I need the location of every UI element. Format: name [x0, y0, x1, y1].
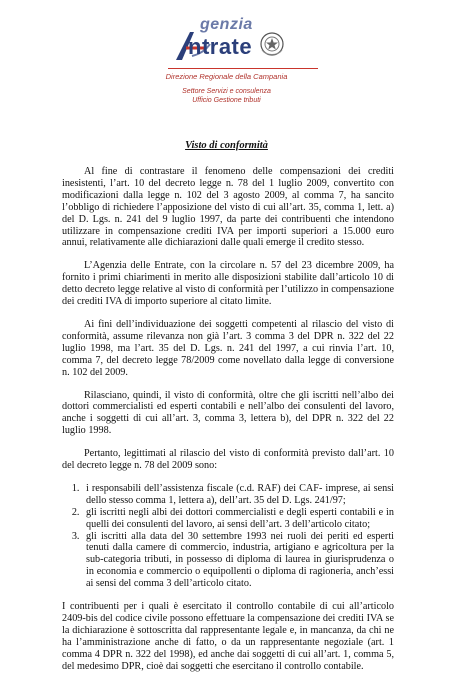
agenzia-entrate-logo	[172, 16, 262, 66]
paragraph-1: Al fine di contrastare il fenomeno delle compensazioni dei crediti inesistenti, l’art. 10 del decreto legge n. 78 del 1 luglio 2009, convertito con modificazioni dalla legge n. 102 del 3 agosto 2009, al comma 7, ha sancito l’obbligo di richiedere l’apposizione del visto di cui all’art. 35, comma 1, lett. a) del D. Lgs. n. 241 del 9 luglio 1997, da parte dei contribuenti che intendono utilizzare in compensazione crediti IVA per importi superiori a 15.000 euro annui, relativamente alle dichiarazioni dalle quali emerge il credito stesso.	[62, 166, 394, 249]
paragraph-3: Ai fini dell’individuazione dei soggetti competenti al rilascio del visto di conformità, assume rilevanza non già l’art. 3 comma 3 del DPR n. 322 del 22 luglio 1998, ma l’art. 35 del D. Lgs. n. 241 del 1997, a cui rinvia l’art. 10, comma 7, del decreto legge 78/2009 come novellato dalla legge di conversione n. 102 del 2009.	[62, 318, 394, 378]
numbered-list	[62, 483, 394, 590]
logo-agenzia-text: genzia	[200, 16, 253, 33]
document-body	[62, 166, 394, 684]
ufficio-label: Ufficio Gestione tributi	[192, 97, 261, 104]
republic-emblem-icon	[258, 30, 286, 58]
settore-label: Settore Servizi e consulenza	[182, 88, 271, 95]
list-item: 3. gli iscritti alla data del 30 settembre 1993 nei ruoli dei periti ed esperti tenuti dalla camere di commercio, industria, artigiano e agricoltura per la sub-categoria tributi, in possesso di diploma di laurea in giurisprudenza o in economia e commercio o equipollenti o diploma di ragioneria, anch’essi ai sensi del comma 3 dell’articolo citato.	[82, 531, 394, 591]
document-title: Visto di conformità	[185, 140, 268, 151]
letterhead	[0, 0, 453, 128]
direzione-regionale: Direzione Regionale della Campania	[165, 72, 288, 81]
logo-entrate-text: ntrate	[188, 34, 253, 59]
header-rule	[168, 68, 318, 69]
list-item: 1. i responsabili dell’assistenza fiscale (c.d. RAF) dei CAF- imprese, ai sensi dello stesso comma 1, lettera a), dell’art. 35 del D. Lgs. 241/97;	[82, 483, 394, 507]
paragraph-4: Rilasciano, quindi, il visto di conformità, oltre che gli iscritti nell’albo dei dottori commercialisti ed esperti contabili e nell’albo dei consulenti del lavoro, anche i soggetti di cui all’art. 3, comma 3, lettera b), del DPR n. 322 del 22 luglio 1998.	[62, 389, 394, 437]
paragraph-2: L’Agenzia delle Entrate, con la circolare n. 57 del 23 dicembre 2009, ha fornito i primi chiarimenti in merito alle disposizioni stabilite dall’articolo 10 di detto decreto legge relative al visto di conformità per l’utilizzo in compensazione dei crediti IVA di importo superiore al citato limite.	[62, 260, 394, 308]
list-item: 2. gli iscritti negli albi dei dottori commercialisti e degli esperti contabili e in quelli dei consulenti del lavoro, ai sensi dell’art. 3 dell’articolo citato;	[82, 507, 394, 531]
paragraph-5: Pertanto, legittimati al rilascio del visto di conformità previsto dall’art. 10 del decreto legge n. 78 del 2009 sono:	[62, 448, 394, 472]
paragraph-final: I contribuenti per i quali è esercitato il controllo contabile di cui all’articolo 2409-bis del codice civile possono effettuare la compensazione dei crediti IVA se la dichiarazione è sottoscritta dal rappresentante legale e, in mancanza, da chi ne ha l’amministrazione anche di fatto, o da un rappresentante negoziale (art. 1 comma 4 DPR n. 322 del 1998), ed anche dai soggetti di cui all’art. 1, comma 5, del medesimo DPR, cioè dai soggetti che esercitano il controllo contabile.	[62, 601, 394, 672]
